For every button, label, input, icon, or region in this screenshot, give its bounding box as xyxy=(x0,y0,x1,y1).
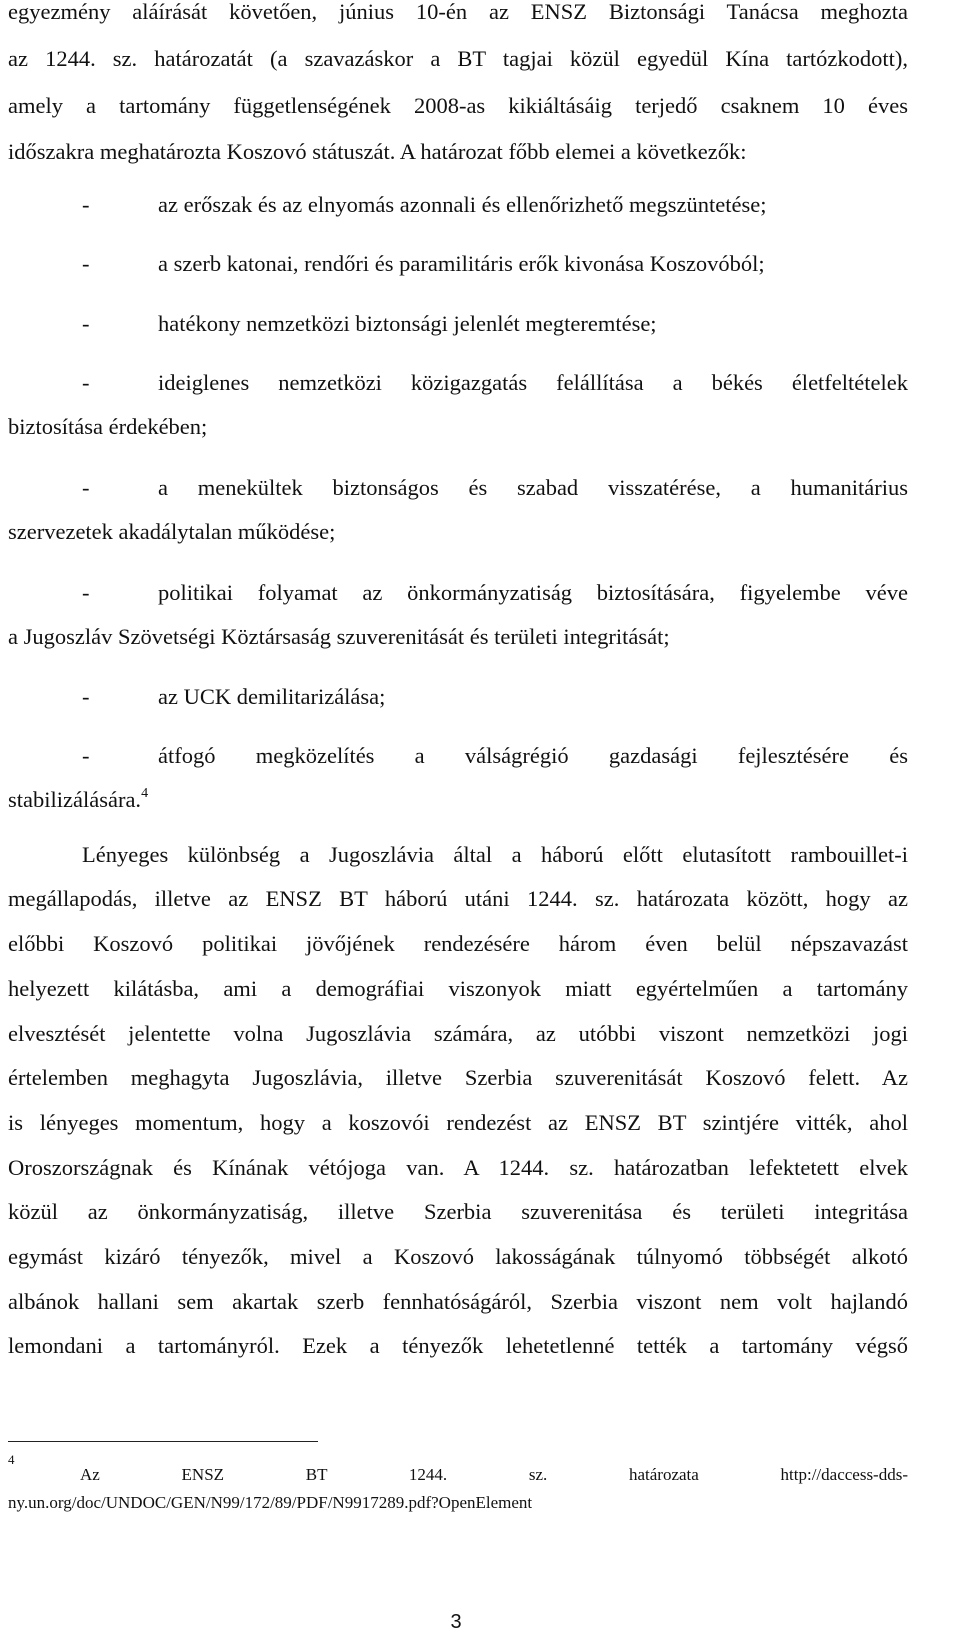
bullet-item: átfogó megközelítés a válságrégió gazdasági fejlesztésére és xyxy=(158,743,908,768)
paragraph-line: értelemben meghagyta Jugoszlávia, illetve Szerbia szuverenitását Koszovó felett. Az xyxy=(8,1065,908,1090)
paragraph-line: közül az önkormányzatiság, illetve Szerbia szuverenitása és területi integritása xyxy=(8,1199,908,1224)
footnote-separator xyxy=(8,1441,318,1442)
paragraph-line: elvesztését jelentette volna Jugoszlávia számára, az utóbbi viszont nemzetközi jogi xyxy=(8,1021,908,1046)
paragraph-line: előbbi Koszovó politikai jövőjének rendezésére három éven belül népszavazást xyxy=(8,931,908,956)
bullet-item: a szerb katonai, rendőri és paramilitáris erők kivonása Koszovóból; xyxy=(158,251,765,276)
bullet-dash: - xyxy=(82,684,90,709)
bullet-continuation xyxy=(8,785,908,815)
intro-line: az 1244. sz. határozatát (a szavazáskor a BT tagjai közül egyedül Kína tartózkodott), xyxy=(8,46,908,71)
bullet-item: az UCK demilitarizálása; xyxy=(158,684,386,709)
paragraph-line: is lényeges momentum, hogy a koszovói rendezést az ENSZ BT szintjére vitték, ahol xyxy=(8,1110,908,1135)
footnote-number: 4 xyxy=(8,1452,15,1467)
bullet-item: a menekültek biztonságos és szabad visszatérése, a humanitárius xyxy=(158,475,908,500)
paragraph-line: egymást kizáró tényezők, mivel a Koszovó lakosságának túlnyomó többségét alkotó xyxy=(8,1244,908,1269)
bullet-item: hatékony nemzetközi biztonsági jelenlét megteremtése; xyxy=(158,311,657,336)
intro-line: időszakra meghatározta Koszovó státuszát. A határozat főbb elemei a következők: xyxy=(8,139,747,164)
bullet-continuation-text: stabilizálására. xyxy=(8,787,142,812)
footnote-reference[interactable]: 4 xyxy=(141,786,149,801)
paragraph-line: albánok hallani sem akartak szerb fennhatóságáról, Szerbia viszont nem volt hajlandó xyxy=(8,1289,908,1314)
paragraph-line: Lényeges különbség a Jugoszlávia által a háború előtt elutasított rambouillet-i xyxy=(82,842,908,867)
bullet-item: ideiglenes nemzetközi közigazgatás felállítása a békés életfeltételek xyxy=(158,370,908,395)
intro-line: amely a tartomány függetlenségének 2008-as kikiáltásáig terjedő csaknem 10 éves xyxy=(8,93,908,118)
bullet-item: politikai folyamat az önkormányzatiság biztosítására, figyelembe véve xyxy=(158,580,908,605)
page-number: 3 xyxy=(450,1611,462,1633)
bullet-dash: - xyxy=(82,475,90,500)
bullet-continuation: szervezetek akadálytalan működése; xyxy=(8,519,336,544)
bullet-dash: - xyxy=(82,370,90,395)
paragraph-line: megállapodás, illetve az ENSZ BT háború utáni 1244. sz. határozata között, hogy az xyxy=(8,886,908,911)
bullet-dash: - xyxy=(82,580,90,605)
bullet-continuation: a Jugoszláv Szövetségi Köztársaság szuverenitását és területi integritását; xyxy=(8,624,670,649)
paragraph-line: helyezett kilátásba, ami a demográfiai viszonyok miatt egyértelműen a tartomány xyxy=(8,976,908,1001)
bullet-dash: - xyxy=(82,192,90,217)
bullet-dash: - xyxy=(82,251,90,276)
bullet-item: az erőszak és az elnyomás azonnali és ellenőrizhető megszüntetése; xyxy=(158,192,767,217)
bullet-continuation: biztosítása érdekében; xyxy=(8,414,208,439)
paragraph-line: Oroszországnak és Kínának vétójoga van. A 1244. sz. határozatban lefektetett elvek xyxy=(8,1155,908,1180)
bullet-dash: - xyxy=(82,743,90,768)
footnote-text: Az ENSZ BT 1244. sz. határozata http://daccess-dds- xyxy=(80,1465,908,1484)
paragraph-line: lemondani a tartományról. Ezek a tényezők lehetetlenné tették a tartomány végső xyxy=(8,1333,908,1358)
intro-line: egyezmény aláírását követően, június 10-én az ENSZ Biztonsági Tanácsa meghozta xyxy=(8,0,908,24)
bullet-dash: - xyxy=(82,311,90,336)
footnote-url[interactable]: ny.un.org/doc/UNDOC/GEN/N99/172/89/PDF/N9917289.pdf?OpenElement xyxy=(8,1493,533,1512)
